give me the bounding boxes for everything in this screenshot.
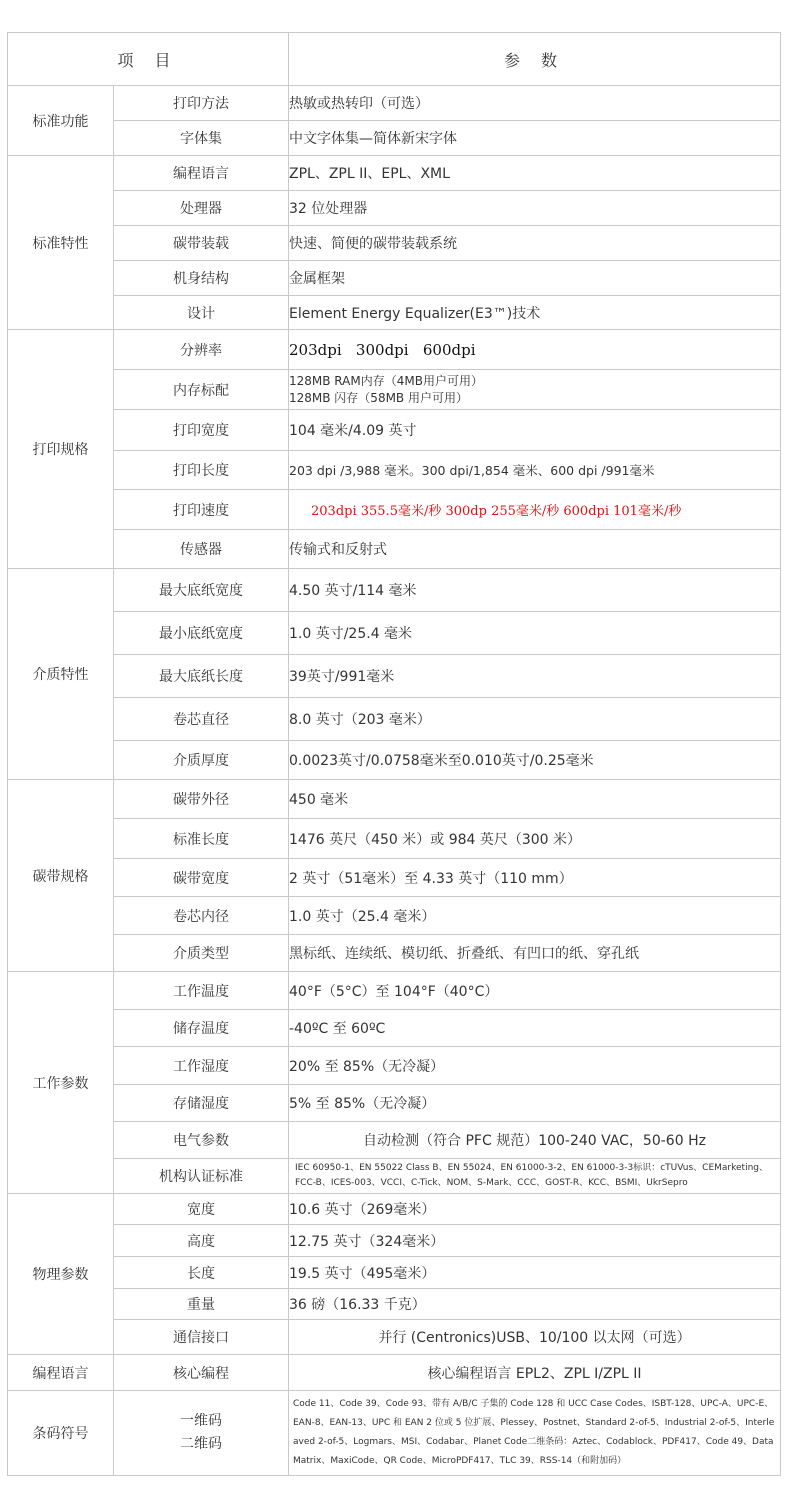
group-label: 条码符号	[8, 1391, 114, 1476]
table-row	[8, 191, 781, 226]
table-row	[8, 859, 781, 897]
item-line: 一维码	[180, 1413, 222, 1429]
item-label: 最大底纸宽度	[114, 569, 289, 612]
item-label: 碳带宽度	[114, 859, 289, 897]
table-row	[8, 1391, 781, 1476]
table-row	[8, 655, 781, 698]
item-label: 介质厚度	[114, 741, 289, 780]
item-label: 卷芯内径	[114, 897, 289, 935]
item-label: 工作温度	[114, 972, 289, 1010]
item-label: 工作湿度	[114, 1047, 289, 1085]
item-value: Element Energy Equalizer(E3™)技术	[289, 296, 781, 330]
table-row	[8, 86, 781, 121]
item-label: 碳带外径	[114, 780, 289, 819]
group-label: 编程语言	[8, 1355, 114, 1391]
item-value: 8.0 英寸（203 毫米）	[289, 698, 781, 741]
header-item: 项 目	[8, 33, 289, 86]
table-row	[8, 741, 781, 780]
item-label: 处理器	[114, 191, 289, 226]
item-value: 32 位处理器	[289, 191, 781, 226]
item-line: 二维码	[180, 1436, 222, 1452]
table-row	[8, 972, 781, 1010]
table-row	[8, 1194, 781, 1225]
header-row	[8, 33, 781, 86]
table-row	[8, 698, 781, 741]
item-label: 储存温度	[114, 1010, 289, 1047]
item-value: 203 dpi /3,988 毫米。300 dpi/1,854 毫米、600 dpi /991毫米	[289, 451, 781, 490]
item-value: 1.0 英寸（25.4 毫米）	[289, 897, 781, 935]
item-value: 4.50 英寸/114 毫米	[289, 569, 781, 612]
item-value: Code 11、Code 39、Code 93、带有 A/B/C 子集的 Code 128 和 UCC Case Codes、ISBT-128、UPC-A、UPC-E、EAN-8、EAN-13、UPC 和 EAN 2 位或 5 位扩展、Plessey、Postnet、Standard 2-of-5、Industrial 2-of-5、Interleaved 2-of-5、Logmars、MSI、Codabar、Planet Code二维条码：Aztec、Codablock、PDF417、Code 49、Data Matrix、MaxiCode、QR Code、MicroPDF417、TLC 39、RSS-14（和附加码）	[289, 1391, 781, 1476]
table-row	[8, 897, 781, 935]
item-value: 1476 英尺（450 米）或 984 英尺（300 米）	[289, 819, 781, 859]
item-value: 热敏或热转印（可选）	[289, 86, 781, 121]
item-label: 核心编程	[114, 1355, 289, 1391]
item-value: 39英寸/991毫米	[289, 655, 781, 698]
item-label: 打印长度	[114, 451, 289, 490]
table-row	[8, 156, 781, 191]
item-value: 核心编程语言 EPL2、ZPL I/ZPL II	[289, 1355, 781, 1391]
table-row	[8, 819, 781, 859]
table-row	[8, 296, 781, 330]
item-label: 编程语言	[114, 156, 289, 191]
item-label: 重量	[114, 1289, 289, 1320]
table-row	[8, 569, 781, 612]
item-value: 104 毫米/4.09 英寸	[289, 410, 781, 451]
table-row	[8, 1122, 781, 1159]
table-row	[8, 1257, 781, 1289]
table-row	[8, 1355, 781, 1391]
table-row	[8, 226, 781, 261]
item-label: 传感器	[114, 530, 289, 569]
item-value: 金属框架	[289, 261, 781, 296]
table-row	[8, 780, 781, 819]
item-value: 12.75 英寸（324毫米）	[289, 1225, 781, 1257]
spec-table	[7, 32, 781, 1476]
table-row	[8, 612, 781, 655]
item-value: 自动检测（符合 PFC 规范）100-240 VAC，50-60 Hz	[289, 1122, 781, 1159]
item-label: 存储湿度	[114, 1085, 289, 1122]
group-label: 标准特性	[8, 156, 114, 330]
group-label: 介质特性	[8, 569, 114, 780]
item-label: 标准长度	[114, 819, 289, 859]
table-row	[8, 1010, 781, 1047]
item-label: 分辨率	[114, 330, 289, 370]
item-value: 40°F（5°C）至 104°F（40°C）	[289, 972, 781, 1010]
item-label: 最大底纸长度	[114, 655, 289, 698]
item-label: 碳带装载	[114, 226, 289, 261]
item-value: 2 英寸（51毫米）至 4.33 英寸（110 mm）	[289, 859, 781, 897]
item-label: 电气参数	[114, 1122, 289, 1159]
item-value: 19.5 英寸（495毫米）	[289, 1257, 781, 1289]
item-label: 设计	[114, 296, 289, 330]
group-label: 碳带规格	[8, 780, 114, 972]
item-value	[289, 370, 781, 410]
item-value: 5% 至 85%（无冷凝）	[289, 1085, 781, 1122]
item-value: 450 毫米	[289, 780, 781, 819]
item-value: 中文字体集—简体新宋字体	[289, 121, 781, 156]
item-label: 高度	[114, 1225, 289, 1257]
item-label: 机身结构	[114, 261, 289, 296]
item-label	[114, 1391, 289, 1476]
item-value: 203dpi 300dpi 600dpi	[289, 330, 781, 370]
item-label: 打印速度	[114, 490, 289, 530]
value-line: 128MB RAM内存（4MB用户可用）	[289, 373, 483, 388]
group-label: 打印规格	[8, 330, 114, 569]
item-value: 并行 (Centronics)USB、10/100 以太网（可选）	[289, 1320, 781, 1355]
item-value: ZPL、ZPL II、EPL、XML	[289, 156, 781, 191]
table-row	[8, 410, 781, 451]
table-row	[8, 1289, 781, 1320]
table-row	[8, 1047, 781, 1085]
table-row	[8, 1225, 781, 1257]
table-row	[8, 261, 781, 296]
table-row	[8, 1085, 781, 1122]
header-param: 参 数	[289, 33, 781, 86]
item-label: 通信接口	[114, 1320, 289, 1355]
item-label: 内存标配	[114, 370, 289, 410]
item-value: 20% 至 85%（无冷凝）	[289, 1047, 781, 1085]
item-value: 0.0023英寸/0.0758毫米至0.010英寸/0.25毫米	[289, 741, 781, 780]
item-label: 机构认证标准	[114, 1159, 289, 1194]
item-label: 长度	[114, 1257, 289, 1289]
item-value: 10.6 英寸（269毫米）	[289, 1194, 781, 1225]
item-value: -40ºC 至 60ºC	[289, 1010, 781, 1047]
item-value: 203dpi 355.5毫米/秒 300dp 255毫米/秒 600dpi 101毫米/秒	[289, 490, 781, 530]
table-row	[8, 1320, 781, 1355]
table-row	[8, 370, 781, 410]
table-row	[8, 330, 781, 370]
item-label: 打印方法	[114, 86, 289, 121]
value-line: 128MB 闪存（58MB 用户可用）	[289, 390, 468, 405]
group-label: 物理参数	[8, 1194, 114, 1355]
item-value: 传输式和反射式	[289, 530, 781, 569]
item-label: 卷芯直径	[114, 698, 289, 741]
item-label: 宽度	[114, 1194, 289, 1225]
table-row	[8, 935, 781, 972]
table-row	[8, 1159, 781, 1194]
table-row	[8, 121, 781, 156]
item-value: 1.0 英寸/25.4 毫米	[289, 612, 781, 655]
item-label: 打印宽度	[114, 410, 289, 451]
table-row	[8, 490, 781, 530]
item-value: 黑标纸、连续纸、模切纸、折叠纸、有凹口的纸、穿孔纸	[289, 935, 781, 972]
group-label: 工作参数	[8, 972, 114, 1194]
item-label: 最小底纸宽度	[114, 612, 289, 655]
item-label: 介质类型	[114, 935, 289, 972]
table-row	[8, 451, 781, 490]
item-label: 字体集	[114, 121, 289, 156]
item-value: IEC 60950-1、EN 55022 Class B、EN 55024、EN 61000-3-2、EN 61000-3-3标识：cTUVus、CEMarketing、FCC-B、ICES-003、VCCI、C-Tick、NOM、S-Mark、CCC、GOST-R、KCC、BSMI、UkrSepro	[289, 1159, 781, 1194]
item-value: 快速、简便的碳带装载系统	[289, 226, 781, 261]
table-row	[8, 530, 781, 569]
group-label: 标准功能	[8, 86, 114, 156]
item-value: 36 磅（16.33 千克）	[289, 1289, 781, 1320]
